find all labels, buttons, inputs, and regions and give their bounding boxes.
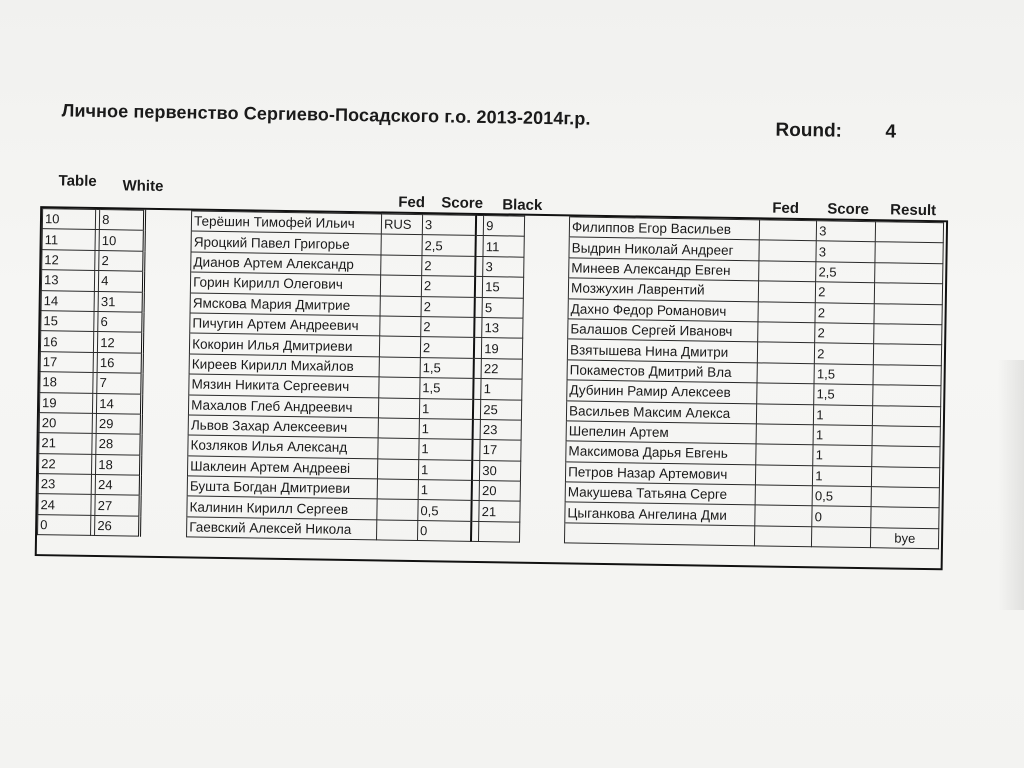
white-player-number: 7 [97,373,142,394]
result-cell [871,507,939,528]
black-player-name: Выдрин Николай Андреег [569,237,759,260]
spacer-cell [143,333,190,354]
white-player-name: Мязин Никита Сергеевич [189,374,379,397]
white-player-name: Козляков Илья Александ [188,435,378,458]
col-header-white-fed: Fed [398,193,426,212]
pairings-table [37,208,944,549]
white-score: 1 [419,439,472,460]
table-number: 23 [38,474,91,495]
black-fed [755,526,813,547]
spacer-cell [521,440,566,461]
black-score: 2 [815,323,875,344]
black-fed [756,424,814,445]
black-score: 0,5 [812,486,872,507]
black-fed [758,322,816,343]
spacer-cell [522,400,567,421]
spacer-cell [523,318,568,339]
result-cell [874,344,942,365]
black-fed [757,363,815,384]
black-score: 1 [813,465,873,486]
spacer-cell [522,359,567,380]
spacer-cell [140,475,187,496]
black-score: 1,5 [814,384,874,405]
black-player-number: 23 [480,419,521,440]
black-player-name: Дубинин Рамир Алексеев [567,380,757,403]
white-player-number: 16 [97,352,142,373]
col-header-table: Table [58,172,97,190]
black-player-name: Филиппов Егор Васильев [569,217,759,240]
result-cell [873,385,941,406]
black-player-name: Петров Назар Артемович [565,462,755,485]
white-fed [380,316,421,337]
table-number: 19 [39,392,92,413]
white-player-name: Пичугин Артем Андреевич [190,313,380,336]
white-player-name: Шаклеин Артем Андрееві [188,456,378,479]
spacer-cell [141,455,188,476]
black-player-number: 30 [480,460,521,481]
spacer-cell [520,481,565,502]
white-player-name: Ямскова Мария Дмитрие [190,293,380,316]
white-player-number: 12 [98,332,143,353]
table-number: 22 [39,453,92,474]
result-cell: bye [871,528,939,549]
black-fed [757,342,815,363]
spacer-cell [144,231,191,252]
black-player-name: Цыганкова Ангелина Дми [565,502,755,525]
table-number: 0 [38,514,91,535]
spacer-cell [521,420,566,441]
white-fed [378,418,419,439]
spacer-cell [140,496,187,517]
white-player-name: Дианов Артем Александр [191,252,381,275]
white-score: 1,5 [420,378,473,399]
black-player-number: 1 [481,379,522,400]
black-player-number: 17 [480,440,521,461]
col-header-black: Black [502,196,543,214]
white-player-name: Киреев Кирилл Михайлов [189,354,379,377]
white-fed [379,357,420,378]
white-player-number: 6 [98,311,143,332]
white-player-number: 4 [99,271,144,292]
black-fed [755,485,813,506]
black-player-number: 19 [482,338,523,359]
black-player-number: 13 [482,317,523,338]
white-fed [381,255,422,276]
white-fed [377,479,418,500]
table-number: 11 [42,229,95,250]
round-number: 4 [885,121,897,143]
black-player-number: 25 [481,399,522,420]
white-fed [379,377,420,398]
white-score: 2 [420,337,473,358]
white-player-name: Гаевский Алексей Никола [187,517,377,540]
white-fed [380,275,421,296]
white-fed [379,397,420,418]
white-score: 1 [419,398,472,419]
result-cell [872,487,940,508]
black-player-number: 15 [483,277,524,298]
spacer-cell [142,353,189,374]
round-label: Round: [775,119,843,142]
table-number: 16 [40,331,93,352]
black-fed [759,220,817,241]
white-score: 1 [418,480,471,501]
spacer-cell [522,379,567,400]
black-player-number: 20 [479,481,520,502]
black-fed [758,301,816,322]
black-score: 1 [813,425,873,446]
black-fed [759,261,817,282]
col-header-black-score: Score [827,200,870,219]
white-fed [377,499,418,520]
black-fed [757,383,815,404]
black-player-name [565,523,755,546]
spacer-cell [520,522,565,543]
black-score: 2 [816,282,876,303]
spacer-cell [520,502,565,523]
white-player-name: Махалов Глеб Андреевич [189,394,379,417]
spacer-cell [524,216,569,237]
black-fed [756,403,814,424]
result-cell [872,466,940,487]
black-player-name: Взятышева Нина Дмитри [567,339,757,362]
black-player-number: 21 [479,501,520,522]
table-number: 18 [40,372,93,393]
table-number: 21 [39,433,92,454]
white-player-number: 24 [95,475,140,496]
white-player-name: Яроцкий Павел Григорье [191,231,381,254]
white-score: 3 [422,215,475,236]
white-player-number: 27 [95,495,140,516]
black-fed [756,444,814,465]
result-cell [876,222,944,243]
result-cell [875,242,943,263]
result-cell [873,426,941,447]
black-score: 1,5 [814,363,874,384]
white-fed [379,336,420,357]
page-shadow [998,360,1024,610]
white-fed [377,520,418,541]
table-number: 12 [42,249,95,270]
black-score: 0 [812,506,872,527]
black-player-number: 22 [481,358,522,379]
white-score: 2 [421,276,474,297]
black-player-name: Балашов Сергей Ивановч [568,319,758,342]
black-player-name: Дахно Федор Романович [568,298,758,321]
col-header-white-score: Score [441,194,484,213]
black-score: 2,5 [816,262,876,283]
white-player-name: Калинин Кирилл Сергеев [187,496,377,519]
result-cell [874,303,942,324]
table-number: 15 [41,311,94,332]
spacer-cell [141,434,188,455]
col-header-white: White [122,177,164,196]
spacer-cell [140,516,187,537]
table-number: 17 [40,351,93,372]
black-player-number: 11 [483,236,524,257]
white-player-name: Львов Захар Алексеевич [188,415,378,438]
result-cell [872,446,940,467]
white-player-number: 29 [96,413,141,434]
white-player-number: 31 [98,291,143,312]
black-player-name: Покаместов Дмитрий Вла [567,360,757,383]
white-score: 1,5 [420,357,473,378]
white-player-name: Горин Кирилл Олегович [190,272,380,295]
table-number: 10 [42,209,95,230]
white-fed [381,234,422,255]
table-number: 24 [38,494,91,515]
white-score: 2 [422,255,475,276]
white-player-number: 26 [95,515,140,536]
white-fed [378,438,419,459]
black-score [812,527,872,548]
black-player-number: 3 [483,256,524,277]
black-fed [759,240,817,261]
spacer-cell [521,461,566,482]
spacer-cell [523,298,568,319]
result-cell [874,324,942,345]
black-score: 2 [815,302,875,323]
col-header-black-fed: Fed [772,199,800,217]
result-cell [873,405,941,426]
spacer-cell [144,271,191,292]
spacer-cell [143,312,190,333]
black-score: 1 [814,404,874,425]
spacer-cell [143,292,190,313]
white-score: 1 [419,418,472,439]
black-player-name: Васильев Максим Алекса [566,400,756,423]
black-player-name: Минеев Александр Евген [569,258,759,281]
white-player-name: Терёшин Тимофей Ильич [191,211,381,234]
white-player-number: 28 [96,434,141,455]
white-player-name: Кокорин Илья Дмитриеви [190,333,380,356]
black-fed [758,281,816,302]
spacer-cell [524,257,569,278]
white-player-number: 2 [99,250,144,271]
white-fed [380,295,421,316]
black-fed [755,465,813,486]
white-score: 2 [421,317,474,338]
result-cell [875,262,943,283]
black-score: 3 [817,221,877,242]
table-number: 14 [41,290,94,311]
white-player-name: Бушта Богдан Дмитриеви [187,476,377,499]
black-score: 3 [816,241,876,262]
white-player-number: 8 [100,210,145,231]
black-player-number [479,521,520,542]
spacer-cell [522,339,567,360]
white-player-number: 10 [99,230,144,251]
black-player-name: Максимова Дарья Евгень [566,441,756,464]
spacer-cell [144,251,191,272]
black-score: 1 [813,445,873,466]
white-player-number: 14 [97,393,142,414]
table-number: 13 [41,270,94,291]
spacer-cell [144,210,191,231]
spacer-cell [523,277,568,298]
white-score: 0 [417,520,470,541]
result-cell [873,364,941,385]
black-player-number: 5 [482,297,523,318]
col-header-result: Result [890,201,937,220]
white-fed: RUS [381,214,422,235]
white-player-number: 18 [96,454,141,475]
white-score: 2 [421,296,474,317]
white-score: 2,5 [422,235,475,256]
page-title: Личное первенство Сергиево-Посадского г.о. 2013-2014г.р. [61,100,591,129]
result-cell [875,283,943,304]
black-player-name: Шепелин Артем [566,421,756,444]
table-number: 20 [39,413,92,434]
black-fed [755,505,813,526]
black-player-name: Макушева Татьяна Серге [565,482,755,505]
spacer-cell [524,237,569,258]
spacer-cell [141,414,188,435]
spacer-cell [142,394,189,415]
white-score: 1 [418,459,471,480]
spacer-cell [142,373,189,394]
black-score: 2 [815,343,875,364]
black-player-number: 9 [484,216,525,237]
pairings-sheet [28,92,976,617]
white-fed [378,459,419,480]
white-score: 0,5 [418,500,471,521]
black-player-name: Мозжухин Лаврентий [568,278,758,301]
